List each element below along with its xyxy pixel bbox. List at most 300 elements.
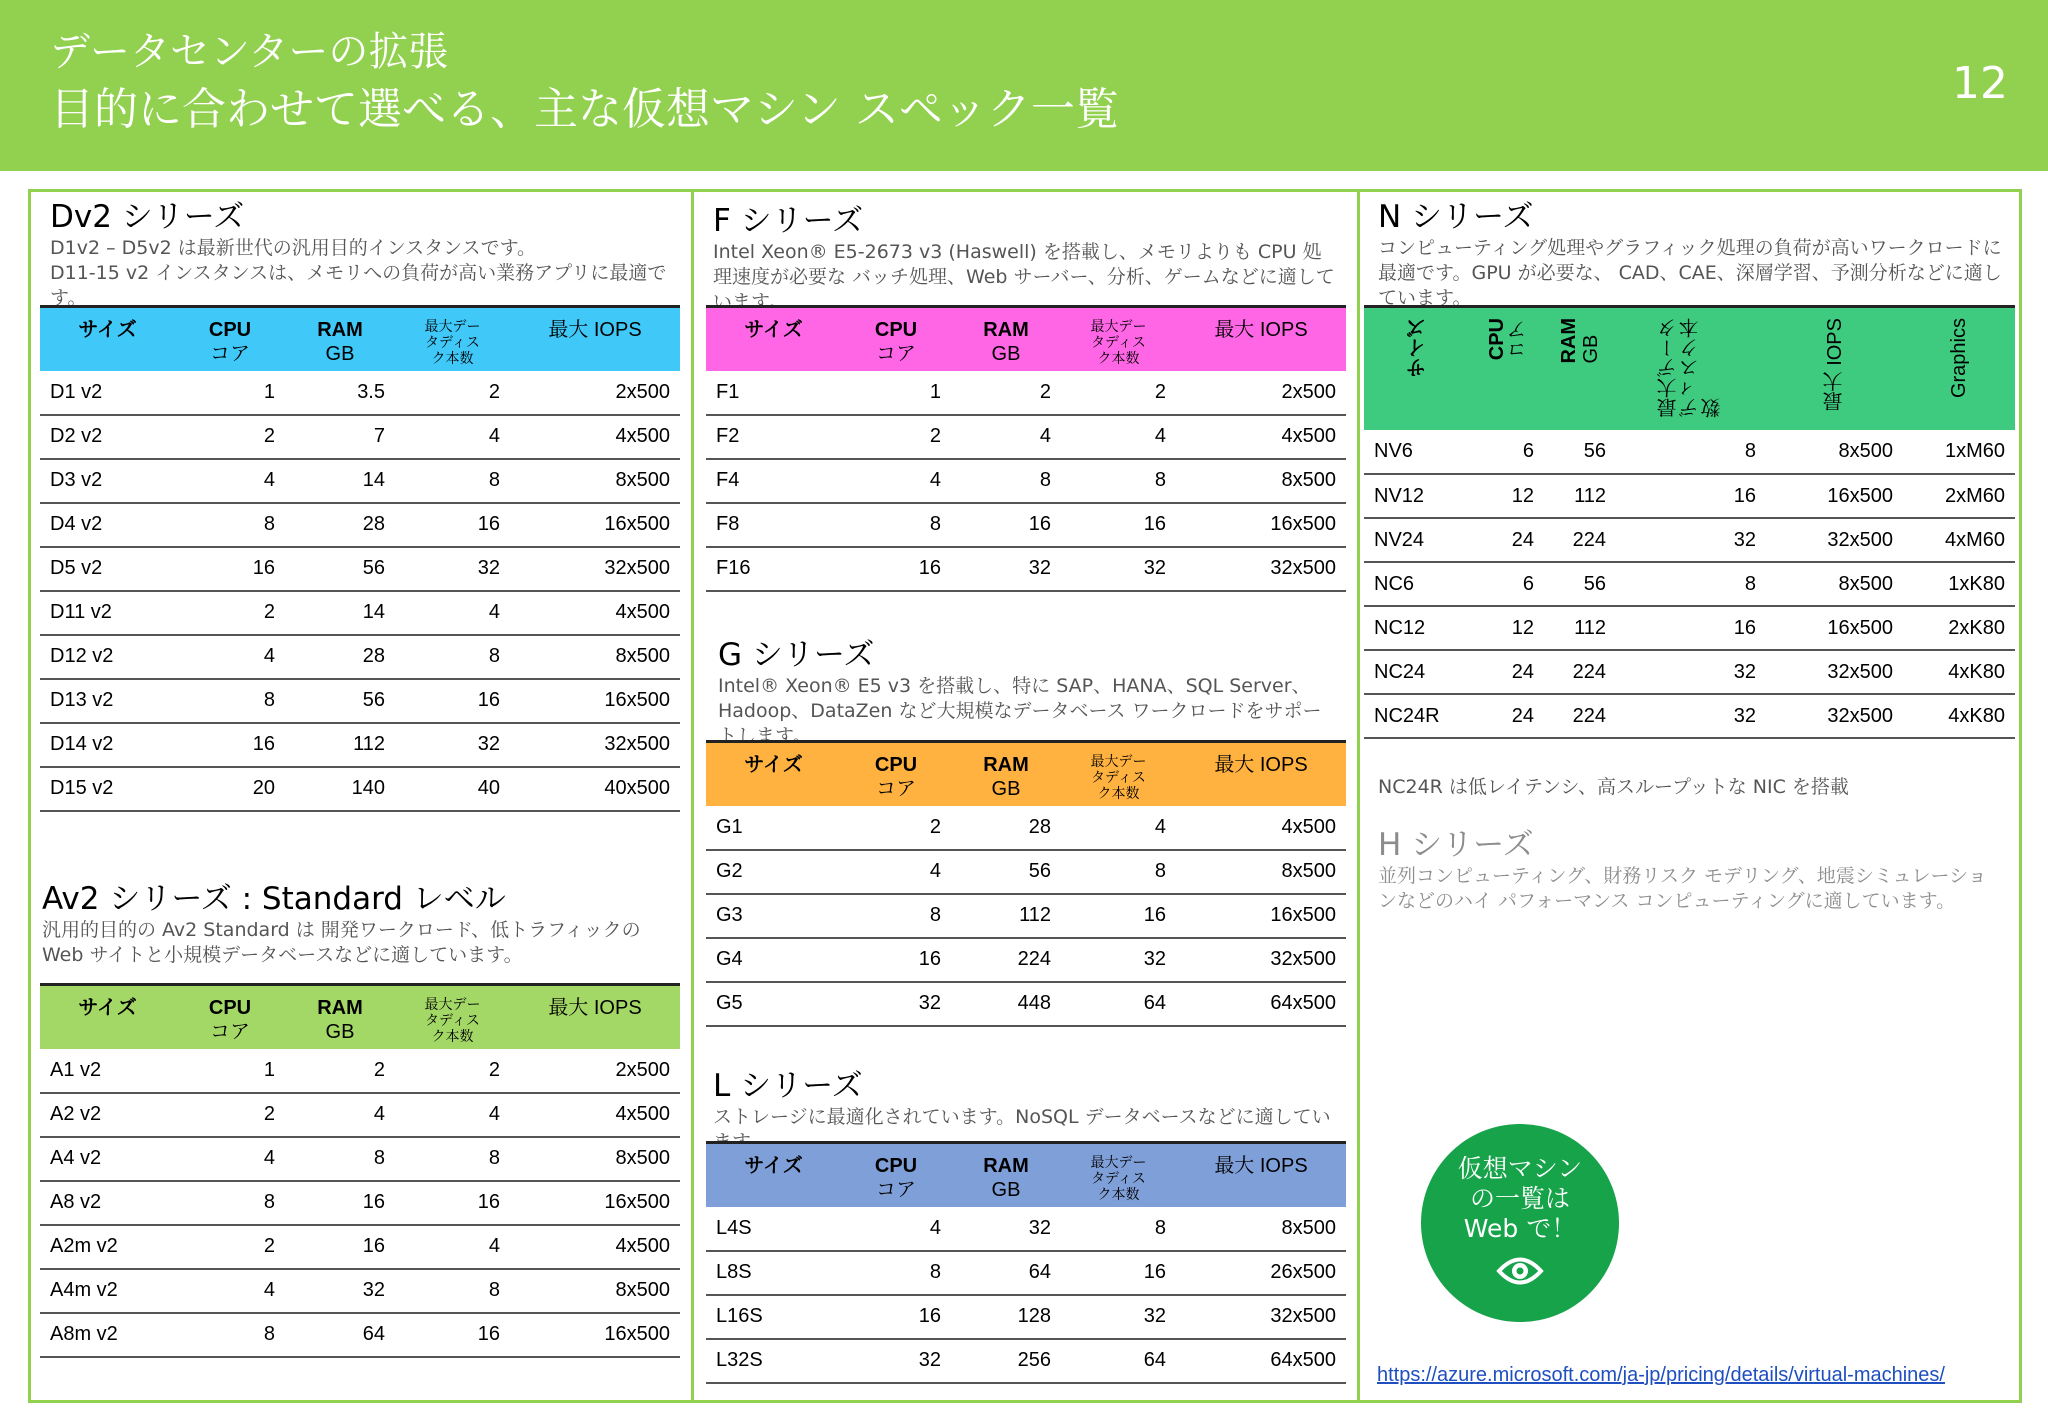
value-cell: 1	[175, 1049, 285, 1093]
value-cell: 2	[395, 371, 510, 415]
slide-subtitle: データセンターの拡張	[50, 29, 449, 75]
col-size: サイズ	[744, 319, 803, 341]
table-row	[706, 1207, 1346, 1251]
table-row	[706, 982, 1346, 1026]
value-cell: 2	[175, 415, 285, 459]
value-cell: 16x500	[1176, 503, 1346, 547]
badge-line-3: Web で！	[1463, 1214, 1577, 1243]
value-cell: 16	[395, 679, 510, 723]
col-cpu: CPU コア	[874, 1155, 918, 1201]
value-cell: 4x500	[510, 415, 680, 459]
value-cell: 4	[175, 635, 285, 679]
value-cell: 7	[285, 415, 395, 459]
g-section	[718, 636, 1338, 747]
size-cell: G5	[706, 982, 841, 1026]
value-cell: 4	[395, 591, 510, 635]
h-title: H シリーズ	[1378, 827, 1534, 863]
table-row	[706, 371, 1346, 415]
value-cell: 3.5	[285, 371, 395, 415]
value-cell: 4x500	[510, 591, 680, 635]
value-cell: 20	[175, 767, 285, 811]
size-cell: F8	[706, 503, 841, 547]
col-max-disks: 最大デー タディス ク本数	[424, 318, 481, 366]
l-title: L シリーズ	[713, 1068, 863, 1104]
table-row	[1364, 650, 2015, 694]
l-description: ストレージに最適化されています。NoSQL データベースなどに適しています。	[713, 1106, 1331, 1153]
value-cell: 8	[841, 1251, 951, 1295]
col-max-disks: 最大データ ディスク本 数	[1658, 318, 1724, 418]
value-cell: 128	[951, 1295, 1061, 1339]
size-cell: A4m v2	[40, 1269, 175, 1313]
value-cell: 4xK80	[1903, 694, 2015, 738]
col-ram: RAM GB	[983, 754, 1029, 800]
value-cell: 6	[1472, 430, 1544, 474]
value-cell: 2	[395, 1049, 510, 1093]
size-cell: F16	[706, 547, 841, 591]
value-cell: 8	[175, 679, 285, 723]
value-cell: 8x500	[510, 635, 680, 679]
g-spec-table	[706, 740, 1346, 1027]
value-cell: 112	[285, 723, 395, 767]
table-row	[40, 723, 680, 767]
value-cell: 1	[175, 371, 285, 415]
table-row	[706, 850, 1346, 894]
table-row	[706, 459, 1346, 503]
col-ram: RAM GB	[983, 1155, 1029, 1201]
value-cell: 2	[175, 1225, 285, 1269]
value-cell: 8	[395, 1137, 510, 1181]
size-cell: L16S	[706, 1295, 841, 1339]
value-cell: 32	[1616, 694, 1766, 738]
value-cell: 224	[1544, 694, 1616, 738]
col-cpu: CPU コア	[874, 754, 918, 800]
value-cell: 16	[1616, 606, 1766, 650]
value-cell: 64	[951, 1251, 1061, 1295]
value-cell: 4	[841, 459, 951, 503]
value-cell: 140	[285, 767, 395, 811]
dv2-desc-line-2: D11-15 v2 インスタンスは、メモリへの負荷が高い業務アプリに最適です。	[50, 262, 667, 309]
col-graphics: Graphics	[1948, 318, 1970, 399]
size-cell: G1	[706, 806, 841, 850]
f-title: F シリーズ	[713, 203, 864, 239]
value-cell: 64	[1061, 982, 1176, 1026]
value-cell: 16	[841, 1295, 951, 1339]
size-cell: NC12	[1364, 606, 1472, 650]
value-cell: 112	[951, 894, 1061, 938]
table-row	[1364, 474, 2015, 518]
col-ram: RAM GB	[317, 319, 363, 365]
l-section	[713, 1067, 1338, 1153]
value-cell: 2xM60	[1903, 474, 2015, 518]
g-description: Intel® Xeon® E5 v3 を搭載し、特に SAP、HANA、SQL Server、Hadoop、DataZen など大規模なデータベース ワークロードをサポートします。	[718, 675, 1322, 747]
value-cell: 1	[841, 371, 951, 415]
value-cell: 32x500	[510, 723, 680, 767]
value-cell: 4	[1061, 806, 1176, 850]
col-size: サイズ	[744, 1155, 803, 1177]
value-cell: 4x500	[1176, 806, 1346, 850]
value-cell: 2	[175, 591, 285, 635]
col-size: サイズ	[78, 319, 137, 341]
h-section	[1378, 826, 2003, 914]
value-cell: 16x500	[510, 1313, 680, 1357]
g-title: G シリーズ	[718, 637, 875, 673]
value-cell: 32x500	[1766, 694, 1903, 738]
value-cell: 2x500	[1176, 371, 1346, 415]
value-cell: 28	[951, 806, 1061, 850]
table-row	[40, 459, 680, 503]
table-row	[40, 635, 680, 679]
size-cell: D3 v2	[40, 459, 175, 503]
size-cell: D13 v2	[40, 679, 175, 723]
value-cell: 16x500	[510, 1181, 680, 1225]
table-row	[40, 1181, 680, 1225]
table-row	[706, 547, 1346, 591]
table-row	[40, 415, 680, 459]
av2-description: 汎用的目的の Av2 Standard は 開発ワークロード、低トラフィックの Web サイトと小規模データベースなどに適しています。	[42, 919, 641, 966]
value-cell: 2	[175, 1093, 285, 1137]
l-spec-table	[706, 1141, 1346, 1384]
value-cell: 16x500	[1176, 894, 1346, 938]
value-cell: 32x500	[1176, 938, 1346, 982]
value-cell: 12	[1472, 474, 1544, 518]
value-cell: 8x500	[510, 1137, 680, 1181]
value-cell: 24	[1472, 650, 1544, 694]
value-cell: 4	[395, 1225, 510, 1269]
value-cell: 32	[395, 723, 510, 767]
value-cell: 8	[1061, 459, 1176, 503]
value-cell: 224	[1544, 650, 1616, 694]
value-cell: 4	[175, 1137, 285, 1181]
table-row	[40, 371, 680, 415]
value-cell: 8x500	[510, 1269, 680, 1313]
value-cell: 56	[951, 850, 1061, 894]
value-cell: 32x500	[510, 547, 680, 591]
n-section	[1378, 198, 2003, 309]
value-cell: 28	[285, 635, 395, 679]
value-cell: 16	[395, 1181, 510, 1225]
value-cell: 8	[175, 1313, 285, 1357]
value-cell: 2x500	[510, 1049, 680, 1093]
dv2-desc-line-1: D1v2 – D5v2 は最新世代の汎用目的インスタンスです。	[50, 237, 537, 259]
value-cell: 6	[1472, 562, 1544, 606]
size-cell: NV6	[1364, 430, 1472, 474]
col-cpu: CPU コア	[1486, 318, 1530, 361]
value-cell: 56	[285, 679, 395, 723]
value-cell: 16x500	[510, 679, 680, 723]
value-cell: 32	[1061, 547, 1176, 591]
size-cell: A8 v2	[40, 1181, 175, 1225]
value-cell: 16	[841, 938, 951, 982]
n-title: N シリーズ	[1378, 199, 1534, 235]
value-cell: 1xK80	[1903, 562, 2015, 606]
value-cell: 24	[1472, 694, 1544, 738]
value-cell: 4x500	[510, 1093, 680, 1137]
table-header-row	[1364, 307, 2015, 431]
value-cell: 2	[841, 806, 951, 850]
value-cell: 8	[1061, 850, 1176, 894]
value-cell: 8	[395, 1269, 510, 1313]
value-cell: 8	[1616, 430, 1766, 474]
value-cell: 112	[1544, 606, 1616, 650]
h-description: 並列コンピューティング、財務リスク モデリング、地震シミュレーションなどのハイ パフォーマンス コンピューティングに適しています。	[1378, 865, 1987, 912]
value-cell: 32x500	[1176, 1295, 1346, 1339]
value-cell: 4	[841, 1207, 951, 1251]
title-banner	[0, 0, 2048, 171]
value-cell: 16	[395, 503, 510, 547]
value-cell: 14	[285, 591, 395, 635]
value-cell: 16	[395, 1313, 510, 1357]
value-cell: 8	[175, 1181, 285, 1225]
f-spec-table	[706, 305, 1346, 592]
table-row	[40, 1313, 680, 1357]
value-cell: 16	[285, 1181, 395, 1225]
table-row	[706, 806, 1346, 850]
value-cell: 32	[951, 547, 1061, 591]
dv2-description	[50, 236, 670, 309]
value-cell: 8x500	[1176, 459, 1346, 503]
value-cell: 224	[1544, 518, 1616, 562]
table-header-row	[40, 307, 680, 371]
table-row	[1364, 430, 2015, 474]
table-row	[706, 894, 1346, 938]
dv2-section	[50, 198, 670, 309]
value-cell: 256	[951, 1339, 1061, 1383]
value-cell: 32	[285, 1269, 395, 1313]
value-cell: 32	[395, 547, 510, 591]
value-cell: 56	[285, 547, 395, 591]
size-cell: D14 v2	[40, 723, 175, 767]
size-cell: D12 v2	[40, 635, 175, 679]
value-cell: 112	[1544, 474, 1616, 518]
size-cell: D15 v2	[40, 767, 175, 811]
value-cell: 8	[1616, 562, 1766, 606]
value-cell: 8	[175, 503, 285, 547]
value-cell: 32	[1616, 518, 1766, 562]
value-cell: 24	[1472, 518, 1544, 562]
table-row	[1364, 518, 2015, 562]
value-cell: 28	[285, 503, 395, 547]
col-cpu: CPU コア	[208, 997, 252, 1043]
col-max-iops: 最大 IOPS	[1214, 319, 1308, 341]
f-section	[713, 202, 1338, 313]
value-cell: 8	[395, 635, 510, 679]
value-cell: 16x500	[510, 503, 680, 547]
value-cell: 16	[1061, 894, 1176, 938]
table-header-row	[40, 985, 680, 1049]
size-cell: L4S	[706, 1207, 841, 1251]
table-header-row	[706, 307, 1346, 371]
size-cell: D4 v2	[40, 503, 175, 547]
dv2-title: Dv2 シリーズ	[50, 199, 245, 235]
table-row	[40, 547, 680, 591]
table-row	[40, 767, 680, 811]
value-cell: 4xM60	[1903, 518, 2015, 562]
col-size: サイズ	[78, 997, 137, 1019]
size-cell: D11 v2	[40, 591, 175, 635]
table-row	[1364, 562, 2015, 606]
value-cell: 2	[841, 415, 951, 459]
value-cell: 32	[1061, 938, 1176, 982]
table-row	[40, 591, 680, 635]
value-cell: 1xM60	[1903, 430, 2015, 474]
value-cell: 8x500	[510, 459, 680, 503]
table-header-row	[706, 1143, 1346, 1207]
value-cell: 32x500	[1176, 547, 1346, 591]
size-cell: D2 v2	[40, 415, 175, 459]
value-cell: 4	[285, 1093, 395, 1137]
col-ram: RAM GB	[1558, 318, 1602, 364]
size-cell: G2	[706, 850, 841, 894]
table-row	[1364, 694, 2015, 738]
value-cell: 4	[951, 415, 1061, 459]
table-row	[40, 1225, 680, 1269]
col-max-disks: 最大デー タディス ク本数	[1090, 1154, 1147, 1202]
table-row	[706, 1295, 1346, 1339]
value-cell: 8	[841, 503, 951, 547]
n-spec-table	[1364, 305, 2015, 739]
av2-section	[42, 880, 662, 970]
col-max-disks: 最大デー タディス ク本数	[424, 996, 481, 1044]
col-max-disks: 最大デー タディス ク本数	[1090, 318, 1147, 366]
table-row	[40, 679, 680, 723]
col-max-disks: 最大デー タディス ク本数	[1090, 753, 1147, 801]
size-cell: L8S	[706, 1251, 841, 1295]
col-size: サイズ	[744, 754, 803, 776]
value-cell: 4xK80	[1903, 650, 2015, 694]
size-cell: A4 v2	[40, 1137, 175, 1181]
value-cell: 16	[841, 547, 951, 591]
value-cell: 8	[285, 1137, 395, 1181]
table-row	[40, 1049, 680, 1093]
value-cell: 64x500	[1176, 982, 1346, 1026]
value-cell: 8	[395, 459, 510, 503]
size-cell: A8m v2	[40, 1313, 175, 1357]
table-row	[706, 1339, 1346, 1383]
value-cell: 16	[1061, 1251, 1176, 1295]
value-cell: 32	[841, 1339, 951, 1383]
column-divider	[691, 189, 694, 1403]
value-cell: 56	[1544, 562, 1616, 606]
table-row	[40, 1269, 680, 1313]
size-cell: NC6	[1364, 562, 1472, 606]
value-cell: 32x500	[1766, 650, 1903, 694]
value-cell: 8	[951, 459, 1061, 503]
badge-line-1: 仮想マシン	[1457, 1154, 1583, 1183]
eye-icon	[1421, 1254, 1619, 1292]
value-cell: 16	[285, 1225, 395, 1269]
value-cell: 40	[395, 767, 510, 811]
value-cell: 4x500	[510, 1225, 680, 1269]
value-cell: 2xK80	[1903, 606, 2015, 650]
value-cell: 4	[395, 1093, 510, 1137]
value-cell: 8x500	[1176, 850, 1346, 894]
value-cell: 2x500	[510, 371, 680, 415]
value-cell: 14	[285, 459, 395, 503]
size-cell: D1 v2	[40, 371, 175, 415]
col-size: サイズ	[1407, 318, 1429, 378]
value-cell: 4	[1061, 415, 1176, 459]
value-cell: 4	[395, 415, 510, 459]
pricing-link[interactable]: https://azure.microsoft.com/ja-jp/pricing/details/virtual-machines/	[1377, 1364, 1945, 1386]
size-cell: A2m v2	[40, 1225, 175, 1269]
col-ram: RAM GB	[983, 319, 1029, 365]
value-cell: 2	[285, 1049, 395, 1093]
size-cell: F1	[706, 371, 841, 415]
value-cell: 4x500	[1176, 415, 1346, 459]
web-list-badge[interactable]	[1421, 1124, 1619, 1322]
value-cell: 16	[951, 503, 1061, 547]
value-cell: 8	[841, 894, 951, 938]
col-max-iops: 最大 IOPS	[548, 319, 642, 341]
value-cell: 40x500	[510, 767, 680, 811]
value-cell: 8	[1061, 1207, 1176, 1251]
value-cell: 56	[1544, 430, 1616, 474]
size-cell: G4	[706, 938, 841, 982]
value-cell: 448	[951, 982, 1061, 1026]
table-row	[706, 1251, 1346, 1295]
badge-line-2: の一覧は	[1469, 1184, 1570, 1213]
size-cell: NC24R	[1364, 694, 1472, 738]
value-cell: 26x500	[1176, 1251, 1346, 1295]
value-cell: 4	[175, 459, 285, 503]
value-cell: 16x500	[1766, 474, 1903, 518]
size-cell: NV12	[1364, 474, 1472, 518]
table-row	[40, 503, 680, 547]
size-cell: A2 v2	[40, 1093, 175, 1137]
size-cell: D5 v2	[40, 547, 175, 591]
av2-spec-table	[40, 983, 680, 1358]
size-cell: F4	[706, 459, 841, 503]
col-max-iops: 最大 IOPS	[1214, 754, 1308, 776]
n-description: コンピューティング処理やグラフィック処理の負荷が高いワークロードに最適です。GPU が必要な、 CAD、CAE、深層学習、予測分析などに適しています。	[1378, 237, 2002, 309]
value-cell: 64	[1061, 1339, 1176, 1383]
value-cell: 16	[175, 723, 285, 767]
table-row	[40, 1137, 680, 1181]
value-cell: 8x500	[1766, 562, 1903, 606]
value-cell: 64x500	[1176, 1339, 1346, 1383]
col-max-iops: 最大 IOPS	[1823, 318, 1846, 412]
table-row	[706, 938, 1346, 982]
table-row	[40, 1093, 680, 1137]
col-ram: RAM GB	[317, 997, 363, 1043]
size-cell: NV24	[1364, 518, 1472, 562]
table-row	[1364, 606, 2015, 650]
value-cell: 224	[951, 938, 1061, 982]
size-cell: A1 v2	[40, 1049, 175, 1093]
value-cell: 32	[1061, 1295, 1176, 1339]
page-number: 12	[1952, 58, 2008, 109]
value-cell: 16	[1061, 503, 1176, 547]
size-cell: NC24	[1364, 650, 1472, 694]
value-cell: 16x500	[1766, 606, 1903, 650]
col-cpu: CPU コア	[208, 319, 252, 365]
value-cell: 32x500	[1766, 518, 1903, 562]
size-cell: F2	[706, 415, 841, 459]
value-cell: 2	[1061, 371, 1176, 415]
value-cell: 12	[1472, 606, 1544, 650]
value-cell: 64	[285, 1313, 395, 1357]
value-cell: 2	[951, 371, 1061, 415]
value-cell: 32	[1616, 650, 1766, 694]
table-row	[706, 415, 1346, 459]
value-cell: 8x500	[1766, 430, 1903, 474]
value-cell: 4	[175, 1269, 285, 1313]
f-description: Intel Xeon® E5-2673 v3 (Haswell) を搭載し、メモリよりも CPU 処理速度が必要な バッチ処理、Web サーバー、分析、ゲームなどに適しています。	[713, 241, 1335, 313]
value-cell: 32	[951, 1207, 1061, 1251]
av2-title: Av2 シリーズ : Standard レベル	[42, 881, 506, 917]
size-cell: L32S	[706, 1339, 841, 1383]
col-max-iops: 最大 IOPS	[1214, 1155, 1308, 1177]
